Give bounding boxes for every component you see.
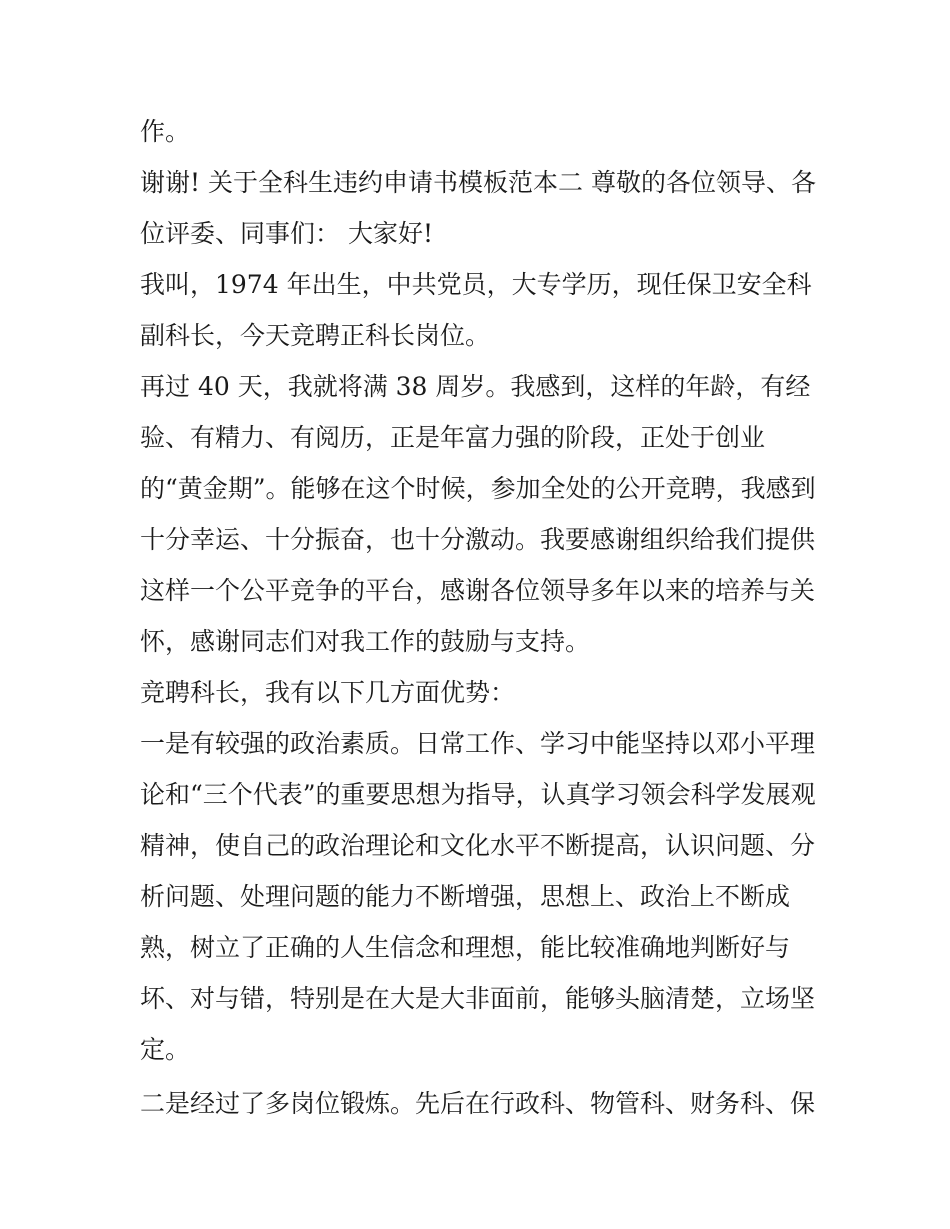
- text-line: 怀，感谢同志们对我工作的鼓励与支持。: [140, 627, 591, 656]
- text-line: 验、有精力、有阅历，正是年富力强的阶段，正处于创业: [140, 423, 766, 452]
- text-line: 一是有较强的政治素质。日常工作、学习中能坚持以邓小平理: [140, 729, 816, 758]
- text-line: 精神，使自己的政治理论和文化水平不断提高，认识问题、分: [140, 831, 816, 860]
- text-line: 二是经过了多岗位锻炼。先后在行政科、物管科、财务科、保: [140, 1089, 816, 1118]
- text-line: 副科长，今天竞聘正科长岗位。: [140, 321, 491, 350]
- text-line: 谢谢! 关于全科生违约申请书模板范本二 尊敬的各位领导、各: [140, 168, 816, 197]
- text-line: 熟，树立了正确的人生信念和理想，能比较准确地判断好与: [140, 933, 791, 962]
- text-line: 论和“三个代表”的重要思想为指导，认真学习领会科学发展观: [140, 780, 816, 809]
- text-line: 坏、对与错，特别是在大是大非面前，能够头脑清楚，立场坚: [140, 984, 816, 1013]
- document-body: [140, 106, 816, 1129]
- text-line: 我叫，1974 年出生，中共党员，大专学历，现任保卫安全科: [140, 270, 812, 299]
- text-line: 这样一个公平竞争的平台，感谢各位领导多年以来的培养与关: [140, 576, 816, 605]
- text-line: 再过 40 天，我就将满 38 周岁。我感到，这样的年龄，有经: [140, 372, 811, 401]
- text-line: 析问题、处理问题的能力不断增强，思想上、政治上不断成: [140, 882, 791, 911]
- text-line: 定。: [140, 1035, 191, 1064]
- text-line: 竞聘科长，我有以下几方面优势：: [140, 678, 516, 707]
- text-line: 的“黄金期”。能够在这个时候，参加全处的公开竞聘，我感到: [140, 474, 816, 503]
- text-line: 十分幸运、十分振奋，也十分激动。我要感谢组织给我们提供: [140, 525, 816, 554]
- text-line: 位评委、同事们： 大家好!: [140, 219, 433, 248]
- text-line: 作。: [140, 117, 191, 146]
